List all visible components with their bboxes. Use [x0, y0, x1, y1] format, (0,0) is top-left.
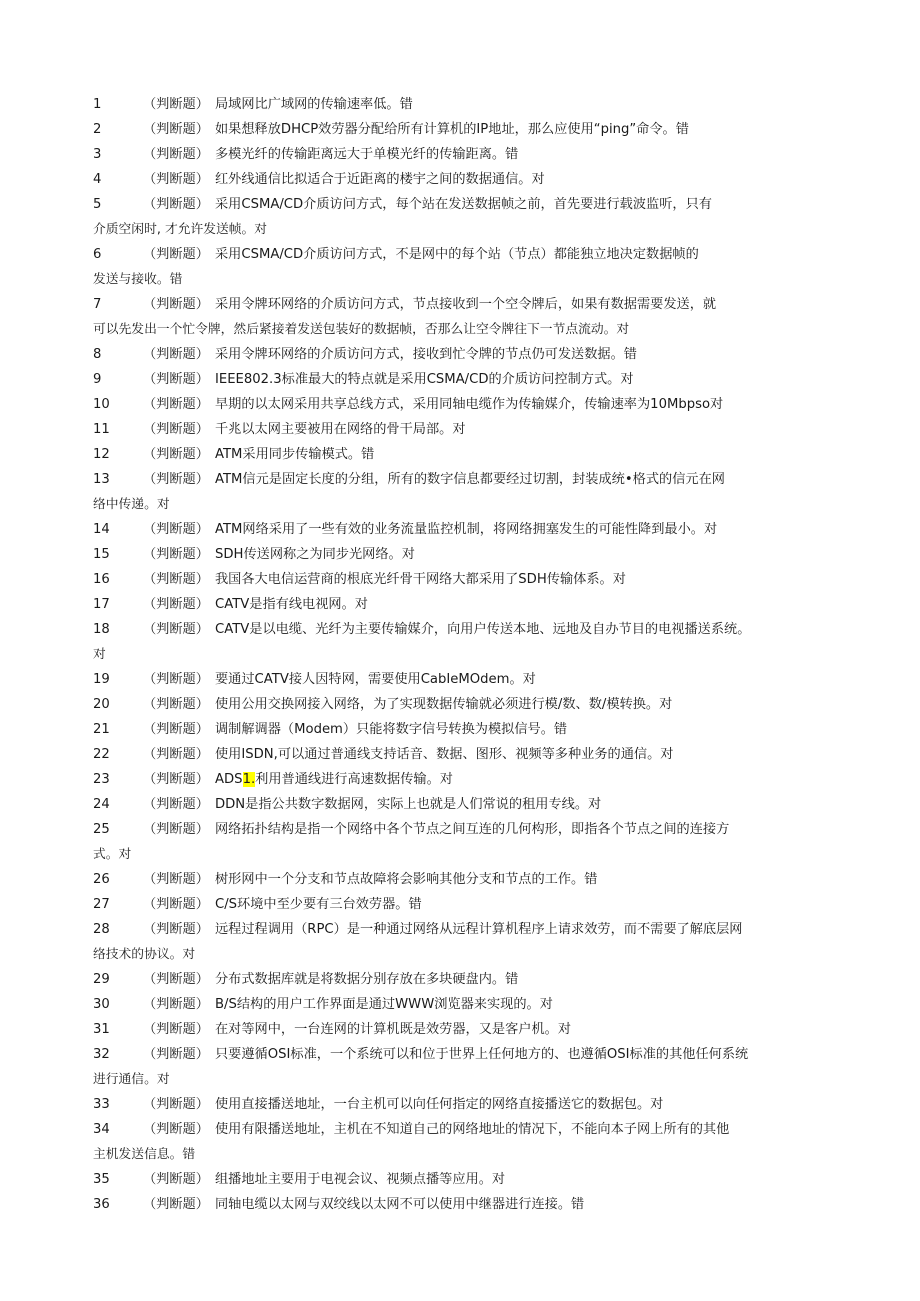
question-first-line	[0, 817, 920, 842]
question-continuation: 主机发送信息。错	[93, 1147, 196, 1162]
question-item	[0, 392, 920, 417]
question-text: 只要遵循OSI标准，一个系统可以和位于世界上任何地方的、也遵循OSI标准的其他任何系统	[215, 1047, 749, 1062]
question-text: 网络拓扑结构是指一个网络中各个节点之间互连的几何构形，即指各个节点之间的连接方	[215, 822, 730, 837]
question-first-line	[0, 117, 920, 142]
question-continuation: 可以先发出一个忙令牌，然后紧接着发送包装好的数据帧，否那么让空令牌往下一节点流动。对	[93, 322, 630, 337]
question-first-line	[0, 467, 920, 492]
question-type-tag: （判断题）	[143, 1047, 209, 1062]
question-first-line	[0, 1017, 920, 1042]
question-item	[0, 142, 920, 167]
question-number: 10	[93, 397, 110, 412]
question-first-line	[0, 1167, 920, 1192]
question-text: 远程过程调用（RPC）是一种通过网络从远程计算机程序上请求效劳，而不需要了解底层网	[215, 922, 743, 937]
question-continuation: 发送与接收。错	[93, 272, 183, 287]
question-type-tag: （判断题）	[143, 1022, 209, 1037]
question-first-line	[0, 292, 920, 317]
question-first-line	[0, 442, 920, 467]
question-type-tag: （判断题）	[143, 922, 209, 937]
question-number: 11	[93, 422, 110, 437]
question-text	[215, 767, 453, 792]
question-item	[0, 967, 920, 992]
question-type-tag: （判断题）	[143, 1197, 209, 1212]
question-type-tag: （判断题）	[143, 1097, 209, 1112]
question-text: 我国各大电信运营商的根底光纤骨干网络大都采用了SDH传输体系。对	[215, 572, 626, 587]
question-number: 36	[93, 1197, 110, 1212]
question-first-line	[0, 367, 920, 392]
question-item	[0, 1192, 920, 1217]
question-type-tag: （判断题）	[143, 397, 209, 412]
question-item	[0, 567, 920, 592]
question-type-tag: （判断题）	[143, 347, 209, 362]
question-text: CATV是指有线电视网。对	[215, 597, 368, 612]
question-text: ATM网络采用了一些有效的业务流量监控机制，将网络拥塞发生的可能性降到最小。对	[215, 522, 718, 537]
question-first-line	[0, 867, 920, 892]
question-type-tag: （判断题）	[143, 1122, 209, 1137]
question-item	[0, 767, 920, 792]
question-text: 使用有限播送地址，主机在不知道自己的网络地址的情况下，不能向本子网上所有的其他	[215, 1122, 730, 1137]
question-text: 多模光纤的传输距离远大于单模光纤的传输距离。错	[215, 147, 519, 162]
question-text: 组播地址主要用于电视会议、视频点播等应用。对	[215, 1172, 506, 1187]
question-number: 24	[93, 797, 110, 812]
question-text: 采用令牌环网络的介质访问方式，接收到忙令牌的节点仍可发送数据。错	[215, 347, 637, 362]
question-text: B/S结构的用户工作界面是通过WWW浏览器来实现的。对	[215, 997, 553, 1012]
question-text: 局域网比广域网的传输速率低。错	[215, 97, 413, 112]
question-number: 14	[93, 522, 110, 537]
question-type-tag: （判断题）	[143, 547, 209, 562]
question-first-line	[0, 1092, 920, 1117]
question-number: 25	[93, 822, 110, 837]
question-first-line	[0, 567, 920, 592]
question-type-tag: （判断题）	[143, 247, 209, 262]
question-item	[0, 667, 920, 692]
question-continuation: 式。对	[93, 847, 132, 862]
question-first-line	[0, 192, 920, 217]
question-type-tag: （判断题）	[143, 1172, 209, 1187]
question-text: C/S环境中至少要有三台效劳器。错	[215, 897, 422, 912]
question-first-line	[0, 392, 920, 417]
question-text: IEEE802.3标准最大的特点就是采用CSMA/CD的介质访问控制方式。对	[215, 372, 634, 387]
question-text: CATV是以电缆、光纤为主要传输媒介，向用户传送本地、远地及自办节目的电视播送系统。	[215, 622, 751, 637]
question-item	[0, 592, 920, 617]
question-item	[0, 717, 920, 742]
question-item	[0, 617, 920, 667]
question-first-line	[0, 692, 920, 717]
question-number: 8	[93, 347, 102, 362]
question-number: 35	[93, 1172, 110, 1187]
question-first-line	[0, 92, 920, 117]
question-continuation: 介质空闲时, 才允许发送帧。对	[93, 222, 268, 237]
question-item	[0, 1017, 920, 1042]
question-item	[0, 992, 920, 1017]
question-type-tag: （判断题）	[143, 197, 209, 212]
question-text: 使用ISDN,可以通过普通线支持话音、数据、图形、视频等多种业务的通信。对	[215, 747, 674, 762]
question-type-tag: （判断题）	[143, 297, 209, 312]
question-type-tag: （判断题）	[143, 897, 209, 912]
question-item	[0, 1042, 920, 1092]
question-first-line	[0, 992, 920, 1017]
question-text: 在对等网中，一台连网的计算机既是效劳器，又是客户机。对	[215, 1022, 572, 1037]
question-number: 4	[93, 172, 102, 187]
question-text: 使用公用交换网接入网络，为了实现数据传输就必须进行模/数、数/模转换。对	[215, 697, 673, 712]
highlighted-text: 1.	[242, 772, 256, 787]
question-item	[0, 1167, 920, 1192]
question-type-tag: （判断题）	[143, 572, 209, 587]
question-type-tag: （判断题）	[143, 522, 209, 537]
question-first-line	[0, 917, 920, 942]
question-number: 18	[93, 622, 110, 637]
question-first-line	[0, 242, 920, 267]
question-number: 33	[93, 1097, 110, 1112]
question-type-tag: （判断题）	[143, 622, 209, 637]
question-first-line	[0, 617, 920, 642]
question-type-tag: （判断题）	[143, 822, 209, 837]
question-type-tag: （判断题）	[143, 472, 209, 487]
question-item	[0, 292, 920, 342]
question-continuation: 络技术的协议。对	[93, 947, 196, 962]
question-first-line	[0, 717, 920, 742]
question-item	[0, 892, 920, 917]
question-first-line	[0, 167, 920, 192]
question-item	[0, 1117, 920, 1167]
question-number: 21	[93, 722, 110, 737]
question-text: DDN是指公共数字数据网，实际上也就是人们常说的租用专线。对	[215, 797, 602, 812]
question-number: 28	[93, 922, 110, 937]
question-text: ATM采用同步传输模式。错	[215, 447, 375, 462]
question-first-line	[0, 142, 920, 167]
question-number: 12	[93, 447, 110, 462]
question-number: 13	[93, 472, 110, 487]
question-item	[0, 92, 920, 117]
question-first-line	[0, 592, 920, 617]
question-type-tag: （判断题）	[143, 997, 209, 1012]
question-item	[0, 917, 920, 967]
question-number: 27	[93, 897, 110, 912]
question-number: 29	[93, 972, 110, 987]
question-item	[0, 417, 920, 442]
question-text-part: 利用普通线进行高速数据传输。对	[255, 772, 453, 787]
question-type-tag: （判断题）	[143, 972, 209, 987]
question-first-line	[0, 517, 920, 542]
question-text: 采用CSMA/CD介质访问方式，不是网中的每个站（节点）都能独立地决定数据帧的	[215, 247, 699, 262]
question-number: 5	[93, 197, 102, 212]
question-continuation: 络中传递。对	[93, 497, 170, 512]
question-number: 17	[93, 597, 110, 612]
question-first-line	[0, 742, 920, 767]
question-type-tag: （判断题）	[143, 147, 209, 162]
question-number: 23	[93, 772, 110, 787]
question-item	[0, 1092, 920, 1117]
question-text: 树形网中一个分支和节点故障将会影响其他分支和节点的工作。错	[215, 872, 598, 887]
question-text-part: ADS	[215, 772, 243, 787]
question-type-tag: （判断题）	[143, 772, 209, 787]
question-continuation: 进行通信。对	[93, 1072, 170, 1087]
question-number: 31	[93, 1022, 110, 1037]
question-text: 红外线通信比拟适合于近距离的楼宇之间的数据通信。对	[215, 172, 545, 187]
question-type-tag: （判断题）	[143, 97, 209, 112]
question-number: 22	[93, 747, 110, 762]
question-item	[0, 442, 920, 467]
question-type-tag: （判断题）	[143, 422, 209, 437]
question-item	[0, 367, 920, 392]
question-number: 3	[93, 147, 102, 162]
question-item	[0, 342, 920, 367]
question-number: 26	[93, 872, 110, 887]
question-type-tag: （判断题）	[143, 172, 209, 187]
question-text: 同轴电缆以太网与双绞线以太网不可以使用中继器进行连接。错	[215, 1197, 585, 1212]
question-text: ATM信元是固定长度的分组，所有的数字信息都要经过切割，封装成统•格式的信元在网	[215, 472, 725, 487]
question-type-tag: （判断题）	[143, 122, 209, 137]
question-type-tag: （判断题）	[143, 722, 209, 737]
question-number: 32	[93, 1047, 110, 1062]
question-number: 9	[93, 372, 102, 387]
question-text: 采用CSMA/CD介质访问方式，每个站在发送数据帧之前，首先要进行载波监听，只有	[215, 197, 712, 212]
question-text: 调制解调器（Modem）只能将数字信号转换为模拟信号。错	[215, 722, 568, 737]
question-type-tag: （判断题）	[143, 797, 209, 812]
question-item	[0, 517, 920, 542]
question-item	[0, 117, 920, 142]
question-first-line	[0, 342, 920, 367]
question-item	[0, 867, 920, 892]
question-text: 分布式数据库就是将数据分别存放在多块硬盘内。错	[215, 972, 519, 987]
question-first-line	[0, 892, 920, 917]
question-number: 30	[93, 997, 110, 1012]
question-item	[0, 467, 920, 517]
question-number: 2	[93, 122, 102, 137]
question-item	[0, 792, 920, 817]
question-text: 如果想释放DHCP效劳器分配给所有计算机的IP地址，那么应使用“ping”命令。错	[215, 122, 689, 137]
question-continuation: 对	[93, 647, 106, 662]
question-item	[0, 742, 920, 767]
question-text: 使用直接播送地址，一台主机可以向任何指定的网络直接播送它的数据包。对	[215, 1097, 664, 1112]
question-number: 16	[93, 572, 110, 587]
question-number: 20	[93, 697, 110, 712]
question-number: 19	[93, 672, 110, 687]
question-first-line	[0, 792, 920, 817]
question-text: SDH传送网称之为同步光网络。对	[215, 547, 415, 562]
question-number: 6	[93, 247, 102, 262]
question-text: 早期的以太网采用共享总线方式，采用同轴电缆作为传输媒介，传输速率为10Mbpso对	[215, 397, 724, 412]
question-type-tag: （判断题）	[143, 872, 209, 887]
question-first-line	[0, 967, 920, 992]
question-number: 34	[93, 1122, 110, 1137]
question-number: 1	[93, 97, 102, 112]
question-text: 千兆以太网主要被用在网络的骨干局部。对	[215, 422, 466, 437]
question-first-line	[0, 667, 920, 692]
question-item	[0, 192, 920, 242]
question-item	[0, 817, 920, 867]
question-type-tag: （判断题）	[143, 697, 209, 712]
question-first-line	[0, 767, 920, 792]
question-text: 采用令牌环网络的介质访问方式，节点接收到一个空令牌后，如果有数据需要发送，就	[215, 297, 717, 312]
question-first-line	[0, 542, 920, 567]
question-first-line	[0, 1117, 920, 1142]
question-item	[0, 242, 920, 292]
question-item	[0, 542, 920, 567]
question-list	[0, 92, 920, 1217]
question-type-tag: （判断题）	[143, 672, 209, 687]
question-first-line	[0, 1042, 920, 1067]
question-number: 15	[93, 547, 110, 562]
question-type-tag: （判断题）	[143, 372, 209, 387]
question-text: 要通过CATV接人因特网，需要使用CabIeMOdem。对	[215, 672, 536, 687]
question-number: 7	[93, 297, 102, 312]
question-first-line	[0, 1192, 920, 1217]
question-item	[0, 167, 920, 192]
question-type-tag: （判断题）	[143, 597, 209, 612]
question-first-line	[0, 417, 920, 442]
question-type-tag: （判断题）	[143, 747, 209, 762]
question-item	[0, 692, 920, 717]
question-type-tag: （判断题）	[143, 447, 209, 462]
